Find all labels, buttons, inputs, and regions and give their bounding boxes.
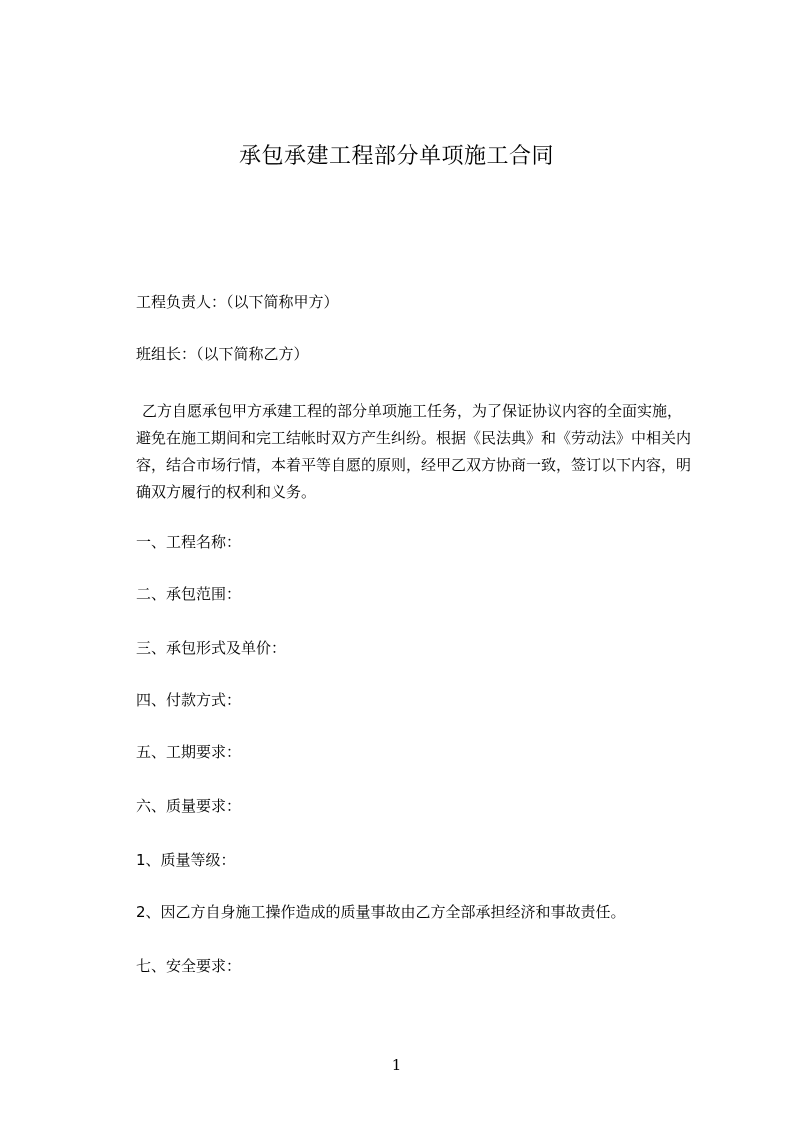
intro-line: 避免在施工期间和完工结帐时双方产生纠纷。根据《民法典》和《劳动法》中相关内 (136, 429, 692, 447)
party-a-line: 工程负责人：（以下简称甲方） (136, 293, 339, 311)
intro-line: 乙方自愿承包甲方承建工程的部分单项施工任务，为了保证协议内容的全面实施， (142, 402, 683, 420)
section-safety-requirements: 七、安全要求： (136, 957, 242, 975)
section-contract-scope: 二、承包范围： (136, 585, 242, 603)
page-number: 1 (391, 1056, 402, 1074)
intro-paragraph (136, 398, 696, 502)
section-schedule-requirements: 五、工期要求： (136, 743, 242, 761)
section-project-name: 一、工程名称： (136, 533, 242, 551)
party-b-line: 班组长：（以下简称乙方） (136, 345, 309, 363)
intro-line: 确双方履行的权利和义务。 (136, 483, 317, 501)
intro-line: 容，结合市场行情，本着平等自愿的原则，经甲乙双方协商一致，签订以下内容，明 (136, 456, 692, 474)
section-payment-method: 四、付款方式： (136, 691, 242, 709)
subsection-quality-liability: 2、因乙方自身施工操作造成的质量事故由乙方全部承担经济和事故责任。 (136, 903, 626, 921)
subsection-quality-grade: 1、质量等级： (136, 851, 236, 869)
section-quality-requirements: 六、质量要求： (136, 797, 242, 815)
document-title: 承包承建工程部分单项施工合同 (238, 144, 554, 169)
section-contract-form-price: 三、承包形式及单价： (136, 639, 287, 657)
